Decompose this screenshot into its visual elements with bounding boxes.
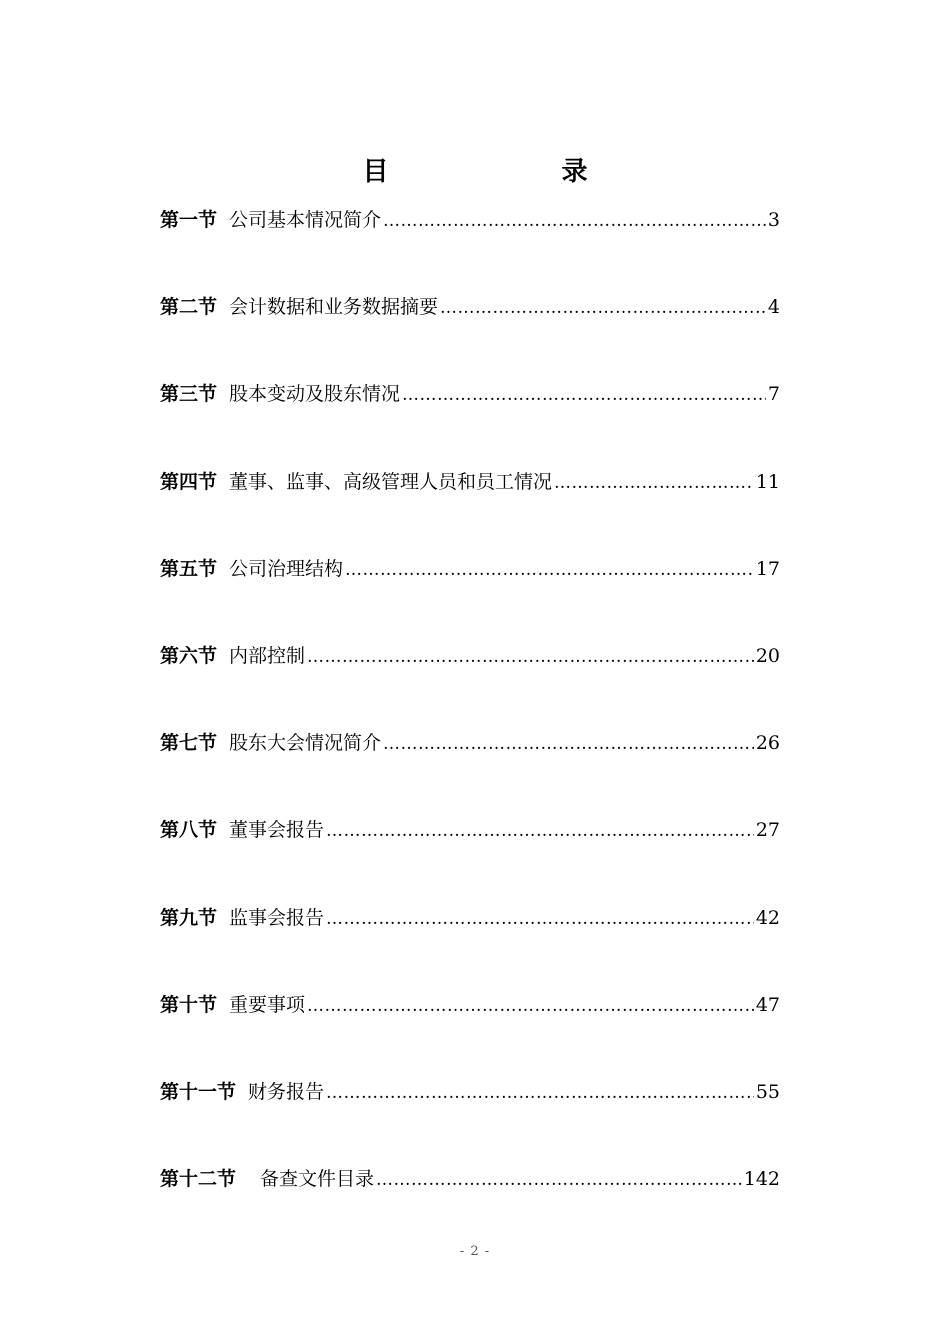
toc-section-name: 公司治理结构 xyxy=(229,557,344,580)
toc-entry[interactable] xyxy=(160,374,780,461)
toc-leader-dots xyxy=(440,288,766,328)
toc-page-number: 47 xyxy=(755,993,780,1016)
toc-section-name: 股本变动及股东情况 xyxy=(229,383,401,406)
toc-leader-dots xyxy=(326,899,754,939)
toc-section-label: 第十节 xyxy=(160,993,218,1016)
toc-leader-dots xyxy=(376,1160,742,1200)
toc-page-number: 42 xyxy=(755,906,780,929)
toc-entry[interactable] xyxy=(160,1072,780,1159)
toc-leader-dots xyxy=(402,375,766,415)
toc-section-name: 会计数据和业务数据摘要 xyxy=(229,296,439,319)
toc-entry[interactable] xyxy=(160,898,780,985)
toc-section-name: 重要事项 xyxy=(229,993,306,1016)
toc-leader-dots xyxy=(383,201,766,241)
toc-page-number: 142 xyxy=(743,1168,780,1191)
toc-section-label: 第八节 xyxy=(160,819,218,842)
toc-leader-dots xyxy=(554,463,754,503)
toc-section-name: 董事、监事、高级管理人员和员工情况 xyxy=(229,470,553,493)
toc-page-number: 11 xyxy=(755,470,780,493)
toc-entry[interactable] xyxy=(160,636,780,723)
toc-entry[interactable] xyxy=(160,723,780,810)
toc-section-name: 监事会报告 xyxy=(229,906,325,929)
toc-section-label: 第九节 xyxy=(160,906,218,929)
toc-page-number: 7 xyxy=(767,383,780,406)
toc-page-number: 26 xyxy=(755,732,780,755)
toc-entry[interactable] xyxy=(160,462,780,549)
toc-page-number: 20 xyxy=(755,644,780,667)
toc-leader-dots xyxy=(326,811,754,851)
toc-section-name: 内部控制 xyxy=(229,644,306,667)
toc-section-label: 第十一节 xyxy=(160,1080,237,1103)
toc-entry[interactable] xyxy=(160,549,780,636)
toc-title: 目 录 xyxy=(362,157,670,187)
toc-entry[interactable] xyxy=(160,200,780,287)
toc-page-number: 3 xyxy=(767,209,780,231)
toc-leader-dots xyxy=(307,637,754,677)
toc-page-number: 17 xyxy=(755,557,780,580)
toc-section-label: 第四节 xyxy=(160,470,218,493)
toc-entry[interactable] xyxy=(160,1159,780,1246)
page-number: - 2 - xyxy=(459,1244,491,1259)
toc-section-label: 第一节 xyxy=(160,209,218,231)
toc-section-label: 第五节 xyxy=(160,557,218,580)
toc-list xyxy=(160,200,780,1246)
toc-leader-dots xyxy=(326,1073,754,1113)
toc-leader-dots xyxy=(307,986,754,1026)
toc-entry[interactable] xyxy=(160,985,780,1072)
toc-entry[interactable] xyxy=(160,810,780,897)
toc-section-label: 第十二节 xyxy=(160,1168,237,1191)
toc-section-label: 第六节 xyxy=(160,644,218,667)
toc-section-label: 第二节 xyxy=(160,296,218,319)
toc-section-name: 公司基本情况简介 xyxy=(229,209,382,231)
toc-page-number: 55 xyxy=(755,1080,780,1103)
toc-page-number: 27 xyxy=(755,819,780,842)
toc-leader-dots xyxy=(383,724,754,764)
toc-section-name: 备查文件目录 xyxy=(260,1168,375,1191)
toc-page-number: 4 xyxy=(767,296,780,319)
toc-section-name: 股东大会情况简介 xyxy=(229,732,382,755)
toc-leader-dots xyxy=(345,550,754,590)
toc-section-label: 第三节 xyxy=(160,383,218,406)
toc-section-name: 财务报告 xyxy=(248,1080,325,1103)
toc-entry[interactable] xyxy=(160,287,780,374)
toc-section-name: 董事会报告 xyxy=(229,819,325,842)
toc-section-label: 第七节 xyxy=(160,732,218,755)
